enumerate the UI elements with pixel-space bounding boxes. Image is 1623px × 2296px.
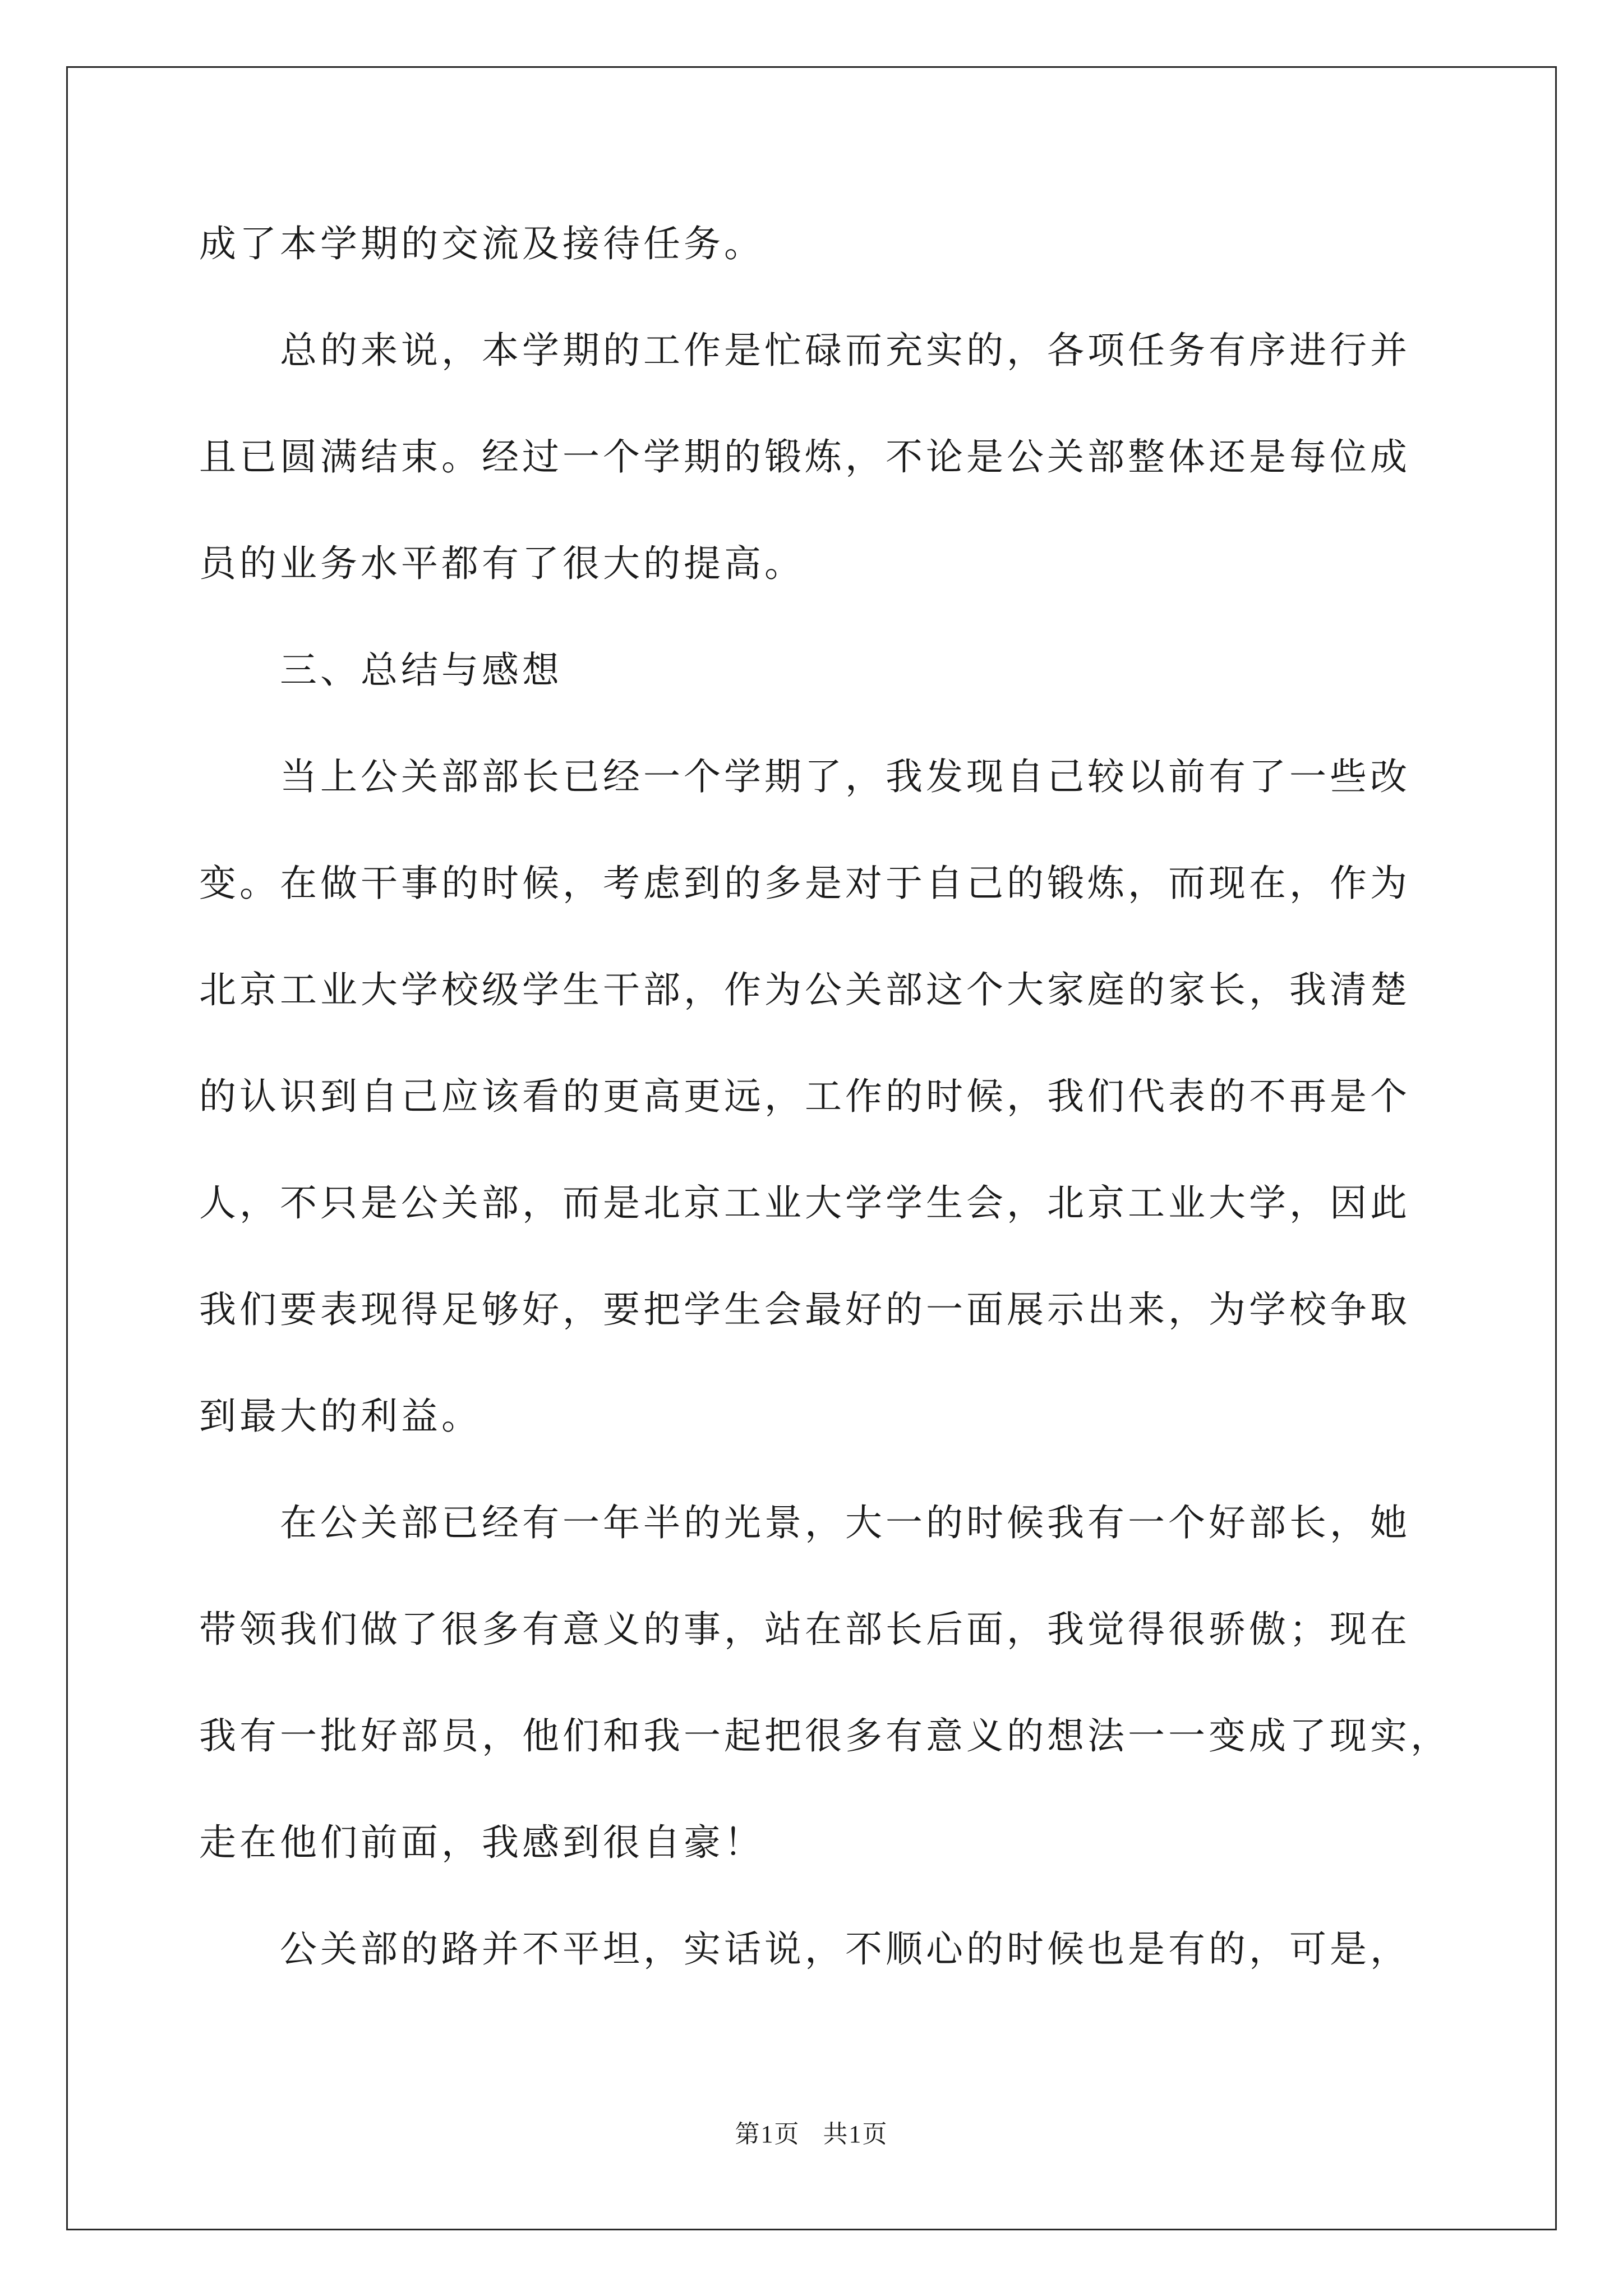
text-line: 成了本学期的交流及接待任务。 [199, 222, 764, 265]
text-line: 的认识到自己应该看的更高更远，工作的时候，我们代表的不再是个 [199, 1075, 1410, 1118]
text-line: 在公关部已经有一年半的光景，大一的时候我有一个好部长，她 [280, 1501, 1410, 1544]
page-footer [0, 2118, 1623, 2151]
text-line: 总的来说，本学期的工作是忙碌而充实的，各项任务有序进行并 [280, 329, 1410, 372]
document-body [199, 202, 1451, 2014]
text-line: 带领我们做了很多有意义的事，站在部长后面，我觉得很骄傲；现在 [199, 1608, 1410, 1651]
section-heading: 三、总结与感想 [280, 648, 562, 692]
text-line: 我们要表现得足够好，要把学生会最好的一面展示出来，为学校争取 [199, 1288, 1410, 1331]
text-line: 到最大的利益。 [199, 1395, 482, 1438]
text-line: 员的业务水平都有了很大的提高。 [199, 542, 805, 585]
page-number-total: 共1页 [823, 2120, 888, 2148]
page-number-current: 第1页 [735, 2120, 800, 2148]
text-line: 公关部的路并不平坦，实话说，不顺心的时候也是有的，可是， [280, 1927, 1410, 1971]
text-line: 且已圆满结束。经过一个学期的锻炼，不论是公关部整体还是每位成 [199, 435, 1410, 478]
text-line: 走在他们前面，我感到很自豪！ [199, 1821, 764, 1864]
text-line: 我有一批好部员，他们和我一起把很多有意义的想法一一变成了现实， [199, 1714, 1451, 1757]
text-line: 当上公关部部长已经一个学期了，我发现自己较以前有了一些改 [280, 755, 1410, 798]
text-line: 北京工业大学校级学生干部，作为公关部这个大家庭的家长，我清楚 [199, 968, 1410, 1011]
text-line: 变。在做干事的时候，考虑到的多是对于自己的锻炼，而现在，作为 [199, 862, 1410, 905]
text-line: 人，不只是公关部，而是北京工业大学学生会，北京工业大学，因此 [199, 1181, 1410, 1225]
